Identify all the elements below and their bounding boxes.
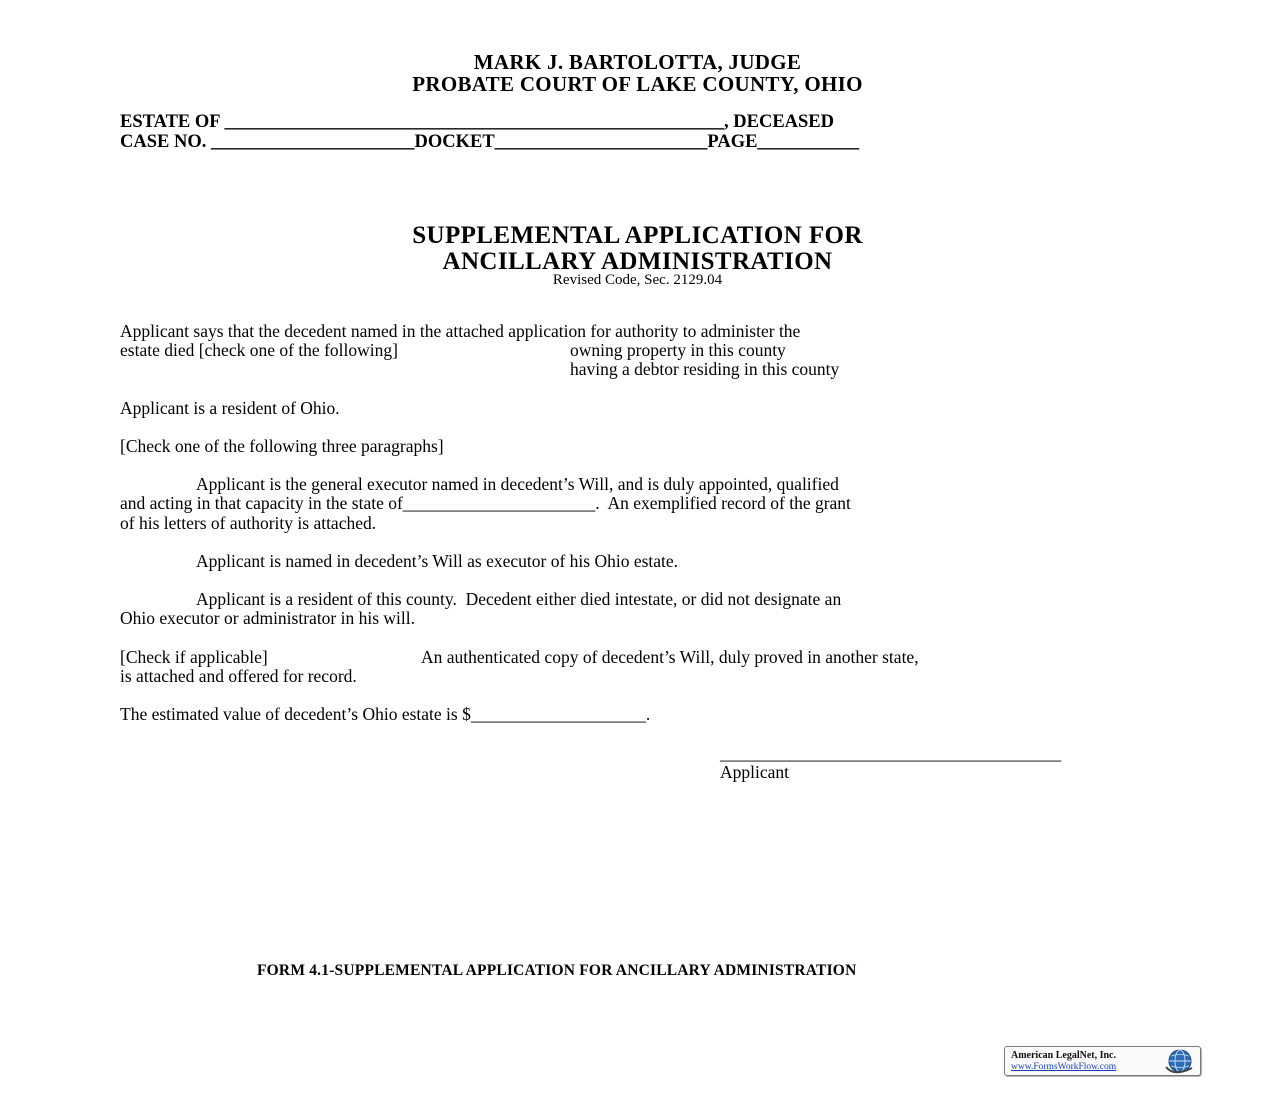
will-attached-line2: is attached and offered for record. bbox=[120, 666, 357, 686]
intro-line2: estate died [check one of the following] bbox=[120, 340, 398, 360]
form-title-line1: SUPPLEMENTAL APPLICATION FOR bbox=[412, 222, 863, 249]
footer-form-title: FORM 4.1-SUPPLEMENTAL APPLICATION FOR ANCILLARY ADMINISTRATION bbox=[257, 962, 857, 979]
para1-line1: Applicant is the general executor named in decedent’s Will, and is duly appointed, qualified bbox=[196, 474, 839, 494]
logo-company-name: American LegalNet, Inc. bbox=[1011, 1050, 1116, 1061]
logo-url-link[interactable]: www.FormsWorkFlow.com bbox=[1011, 1062, 1117, 1072]
globe-icon bbox=[1160, 1047, 1198, 1075]
intro-line1: Applicant says that the decedent named in the attached application for authority to administer the bbox=[120, 321, 801, 341]
para1-line2: and acting in that capacity in the state of______________________. An exemplified record of the grant bbox=[120, 493, 851, 513]
option-owning-property: owning property in this county bbox=[570, 340, 786, 360]
signature-label: Applicant bbox=[720, 762, 790, 782]
check-applicable-instruction: [Check if applicable] bbox=[120, 647, 268, 667]
para1-line3: of his letters of authority is attached. bbox=[120, 513, 377, 533]
american-legalnet-logo[interactable] bbox=[1004, 1046, 1201, 1076]
signature-line: _______________________________________ bbox=[720, 743, 1062, 763]
para2: Applicant is named in decedent’s Will as executor of his Ohio estate. bbox=[196, 551, 679, 571]
para3-line2: Ohio executor or administrator in his will. bbox=[120, 608, 416, 628]
para3-line1: Applicant is a resident of this county. Decedent either died intestate, or did not designate an bbox=[196, 589, 842, 609]
will-attached-line1: An authenticated copy of decedent’s Will, duly proved in another state, bbox=[421, 647, 919, 667]
estimated-value-line: The estimated value of decedent’s Ohio estate is $____________________. bbox=[120, 704, 651, 724]
estate-of-line: ESTATE OF ______________________________________________________, DECEASED bbox=[120, 112, 835, 132]
form-title-line2: ANCILLARY ADMINISTRATION bbox=[442, 248, 833, 275]
case-number-line: CASE NO. ______________________DOCKET_______________________PAGE___________ bbox=[120, 132, 860, 152]
judge-name: MARK J. BARTOLOTTA, JUDGE bbox=[473, 50, 802, 74]
check-three-instruction: [Check one of the following three paragraphs] bbox=[120, 436, 444, 456]
court-name: PROBATE COURT OF LAKE COUNTY, OHIO bbox=[412, 72, 863, 96]
revised-code-citation: Revised Code, Sec. 2129.04 bbox=[552, 272, 723, 288]
resident-statement: Applicant is a resident of Ohio. bbox=[120, 398, 340, 418]
option-debtor-residing: having a debtor residing in this county bbox=[570, 359, 840, 379]
